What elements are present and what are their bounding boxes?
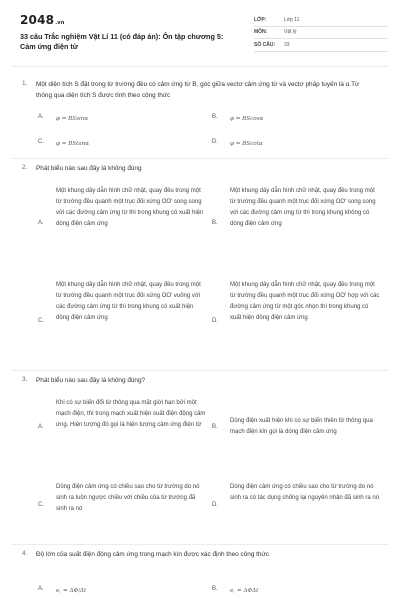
option-formula: φ = BStanα xyxy=(56,141,90,147)
site-logo[interactable] xyxy=(20,13,65,27)
option-text: Một khung dây dẫn hình chữ nhật, quay đều trong một từ trường đều quanh một trục đối xứng OO' song song với các đường cảm ứng từ thì trong khung không có dòng điện cảm ứng xyxy=(230,188,376,227)
option-letter: B. xyxy=(212,114,218,120)
option-letter: B. xyxy=(212,220,218,226)
option-b[interactable] xyxy=(212,186,388,276)
question-number: 1. xyxy=(22,80,28,87)
option-text: Dòng điện xuất hiện khi có sự biến thiên từ thông qua mạch điện kín gọi là dòng điện cảm ứng xyxy=(230,418,373,435)
option-text: Một khung dây dẫn hình chữ nhật, quay đều trong một từ trường đều quanh một trục đối xứng OO' vuông với các đường cảm ứng từ thì trong khung có xuất hiện dòng điện cảm ứng xyxy=(56,282,201,321)
option-letter: A. xyxy=(38,586,44,592)
option-letter: B. xyxy=(212,586,218,592)
option-letter: D. xyxy=(212,139,218,145)
option-text: Dòng điện cảm ứng có chiều sao cho từ trường do nó sinh ra luôn ngược chiều với chiều của từ trường đã sinh ra nó xyxy=(56,484,200,512)
option-formula: φ = BScotα xyxy=(230,141,263,147)
option-letter: D. xyxy=(212,318,218,324)
question-2 xyxy=(22,164,382,175)
question-1 xyxy=(22,80,382,104)
option-formula: e꜀ = ΔΦΔt xyxy=(230,588,259,594)
page-header xyxy=(0,0,400,62)
document-meta-table xyxy=(254,14,388,52)
option-a[interactable] xyxy=(38,186,210,276)
option-letter: D. xyxy=(212,502,218,508)
option-text: Khi có sự biến đổi từ thông qua mặt giới hạn bởi một mạch điện, thì trong mạch xuất hiện suất điện động cảm ứng. Hiện tượng đó gọi là hiện tượng cảm ứng điện từ xyxy=(56,400,206,428)
question-text: Một diện tích S đặt trong từ trường đều có cảm ứng từ B, góc giữa vectơ cảm ứng từ và vectơ pháp tuyến là α.Từ thông qua diện tích S được tính theo công thức xyxy=(36,81,360,99)
meta-key: LỚP: xyxy=(254,16,267,23)
question-number: 4. xyxy=(22,550,28,557)
option-letter: C. xyxy=(38,502,44,508)
option-a[interactable] xyxy=(38,586,198,597)
option-letter: C. xyxy=(38,139,44,145)
option-text: Một khung dây dẫn hình chữ nhật, quay đều trong một từ trường đều quanh một trục đối xứng OO' hợp với các đường cảm ứng từ một góc nhọn thì trong khung có xuất hiện dòng điện cảm ứng xyxy=(230,282,380,321)
question-text: Độ lớn của suất điện động cảm ứng trong mạch kín được xác định theo công thức xyxy=(36,551,269,558)
option-b[interactable] xyxy=(212,114,372,125)
question-list xyxy=(0,62,400,600)
question-text: Phát biểu nào sau đây là không đúng xyxy=(36,165,142,172)
question-text: Phát biểu nào sau đây là không đúng? xyxy=(36,377,146,384)
logo-main: 2048 xyxy=(20,13,55,27)
document-title: 33 câu Trắc nghiệm Vật Lí 11 (có đáp án): Ôn tập chương 5: Cảm ứng điện từ xyxy=(20,32,224,51)
option-formula: e꜀ = ΔΦ/Δt xyxy=(56,588,87,594)
option-formula: φ = BSsinα xyxy=(56,116,89,122)
option-a[interactable] xyxy=(38,398,210,464)
divider xyxy=(12,544,388,545)
option-b[interactable] xyxy=(212,416,388,452)
option-b[interactable] xyxy=(212,586,372,597)
question-4 xyxy=(22,550,382,572)
option-letter: C. xyxy=(38,318,44,324)
option-d[interactable] xyxy=(212,139,372,150)
question-3 xyxy=(22,376,382,387)
meta-row-subject xyxy=(254,27,388,40)
option-letter: B. xyxy=(212,424,218,430)
option-c[interactable] xyxy=(38,280,210,360)
option-c[interactable] xyxy=(38,482,210,532)
meta-key: SỐ CÂU: xyxy=(254,41,276,48)
meta-row-question-count xyxy=(254,39,388,52)
option-letter: A. xyxy=(38,114,44,120)
option-d[interactable] xyxy=(212,280,388,360)
meta-row-class xyxy=(254,14,388,27)
option-letter: A. xyxy=(38,424,44,430)
option-text: Dòng điện cảm ứng có chiều sao cho từ trường do nó sinh ra có tác dụng chống lại nguyên nhân đã sinh ra nó xyxy=(230,484,380,501)
meta-value: 33 xyxy=(284,41,290,48)
option-letter: A. xyxy=(38,220,44,226)
option-a[interactable] xyxy=(38,114,198,125)
divider xyxy=(12,370,388,371)
option-c[interactable] xyxy=(38,139,198,150)
meta-key: MÔN: xyxy=(254,29,268,36)
option-text: Một khung dây dẫn hình chữ nhật, quay đều trong một từ trường đều quanh một trục đối xứng OO' song song với các đường cảm ứng từ thì trong khung có xuất hiện dòng điện cảm ứng xyxy=(56,188,204,227)
meta-value: Lớp 11 xyxy=(284,16,300,23)
question-number: 3. xyxy=(22,376,28,383)
divider xyxy=(12,158,388,159)
logo-suffix: .vn xyxy=(55,20,65,26)
divider xyxy=(12,66,388,67)
question-number: 2. xyxy=(22,164,28,171)
option-formula: φ = BScosα xyxy=(230,116,264,122)
option-d[interactable] xyxy=(212,482,388,532)
meta-value: Vật lý xyxy=(284,29,297,36)
